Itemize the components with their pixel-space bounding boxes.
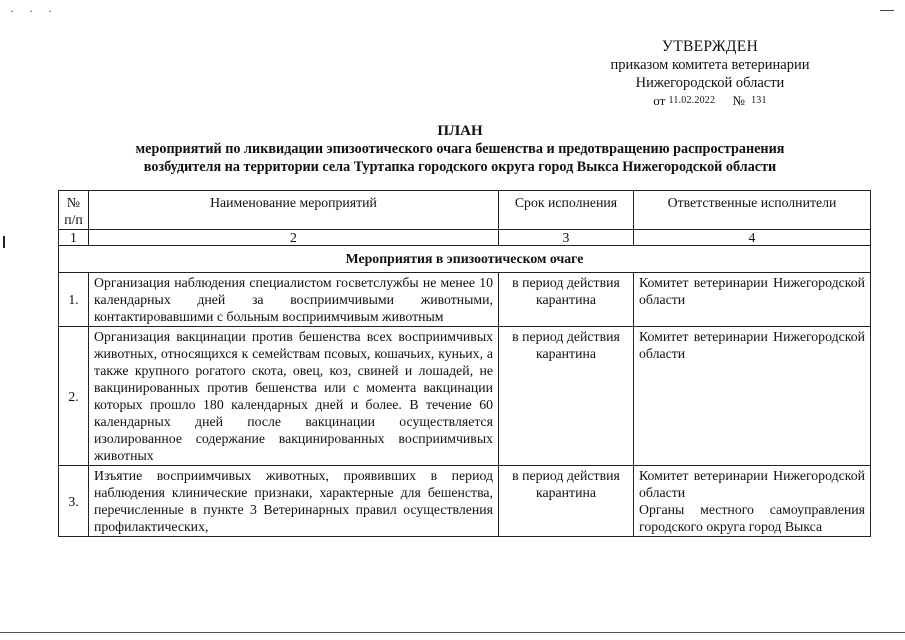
index-cell: 4 <box>634 230 871 246</box>
header-term: Срок исполнения <box>499 191 634 230</box>
scan-artifact: · · · <box>10 4 58 18</box>
row-term: в период действия карантина <box>499 466 634 537</box>
approval-stamp <box>560 38 860 110</box>
row-responsible <box>634 466 871 537</box>
table-index-row <box>59 230 871 246</box>
responsible-line: Комитет ветеринарии Нижегородской области <box>639 468 865 500</box>
row-measure: Изъятие восприимчивых животных, проявивших в период наблюдения клинические признаки, характерные для бешенства, перечисленные в пункте 3 Ветеринарных правил осуществления профилактических, <box>89 466 499 537</box>
row-number: 3. <box>59 466 89 537</box>
measures-table <box>58 190 871 537</box>
approval-number: 131 <box>751 95 767 106</box>
approval-date-line <box>560 92 860 110</box>
responsible-line: Комитет ветеринарии Нижегородской области <box>639 329 865 361</box>
header-num: № п/п <box>59 191 89 230</box>
responsible-line: Комитет ветеринарии Нижегородской области <box>639 275 865 307</box>
approval-from-label: от <box>653 93 666 108</box>
title-line-1: мероприятий по ликвидации эпизоотического очага бешенства и предотвращению распространения <box>135 141 785 157</box>
table-header-row <box>59 191 871 230</box>
section-row <box>59 246 871 273</box>
row-measure: Организация наблюдения специалистом госветслужбы не менее 10 календарных дней за восприимчивыми животными, контактировавшими с больным восприимчивым животным <box>89 273 499 327</box>
table-row <box>59 466 871 537</box>
title-main: ПЛАН <box>437 123 483 139</box>
row-responsible <box>634 273 871 327</box>
row-number: 2. <box>59 327 89 466</box>
row-number: 1. <box>59 273 89 327</box>
approval-line-2: Нижегородской области <box>635 75 785 91</box>
approval-heading: УТВЕРЖДЕН <box>661 38 759 55</box>
responsible-line: Органы местного самоуправления городского округа город Выкса <box>639 502 865 534</box>
page-bottom-edge <box>0 632 905 633</box>
table-row <box>59 273 871 327</box>
scan-artifact-line <box>880 10 894 11</box>
row-measure: Организация вакцинации против бешенства всех восприимчивых животных, относящихся к семействам псовых, кошачьих, куньих, а также крупного рогатого скота, овец, коз, свиней и лошадей, не вакцинированных против бешенства или с момента вакцинации которых прошло 180 календарных дней и более. В течение 60 календарных дней после вакцинации осуществляется изолированное содержание вакцинированных восприимчивых животных <box>89 327 499 466</box>
approval-number-label: № <box>732 93 745 108</box>
index-cell: 3 <box>499 230 634 246</box>
header-responsible: Ответственные исполнители <box>634 191 871 230</box>
approval-date: 11.02.2022 <box>668 95 716 106</box>
row-term: в период действия карантина <box>499 327 634 466</box>
index-cell: 2 <box>89 230 499 246</box>
title-line-2: возбудителя на территории села Туртапка городского округа город Выкса Нижегородской области <box>143 159 777 175</box>
row-responsible <box>634 327 871 466</box>
margin-mark <box>3 236 5 248</box>
header-name: Наименование мероприятий <box>89 191 499 230</box>
document-title <box>60 122 860 176</box>
index-cell: 1 <box>59 230 89 246</box>
approval-line-1: приказом комитета ветеринарии <box>610 57 810 73</box>
section-title: Мероприятия в эпизоотическом очаге <box>59 246 871 273</box>
row-term: в период действия карантина <box>499 273 634 327</box>
table-row <box>59 327 871 466</box>
